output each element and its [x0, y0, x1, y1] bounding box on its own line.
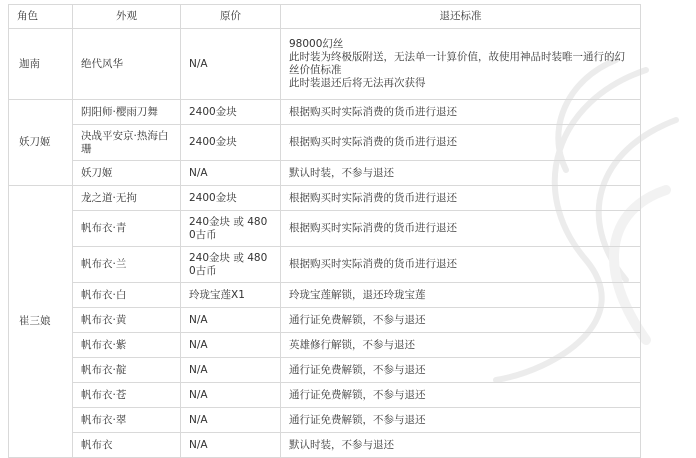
refund-cell: 默认时装，不参与退还 — [281, 161, 641, 186]
price-cell: 2400金块 — [181, 186, 281, 211]
table-row — [9, 333, 641, 358]
skin-cell: 帆布衣·翠 — [73, 408, 181, 433]
table-row — [9, 383, 641, 408]
skin-cell: 帆布衣·青 — [73, 211, 181, 247]
price-cell: N/A — [181, 408, 281, 433]
refund-cell: 根据购买时实际消费的货币进行退还 — [281, 211, 641, 247]
table-row — [9, 433, 641, 458]
skin-cell: 帆布衣·白 — [73, 283, 181, 308]
refund-cell: 通行证免费解锁，不参与退还 — [281, 308, 641, 333]
refund-cell: 根据购买时实际消费的货币进行退还 — [281, 100, 641, 125]
refund-cell: 根据购买时实际消费的货币进行退还 — [281, 125, 641, 161]
skin-cell: 阴阳师·樱雨刀舞 — [73, 100, 181, 125]
skin-cell: 帆布衣·紫 — [73, 333, 181, 358]
header-role: 角色 — [9, 5, 73, 29]
skin-cell: 龙之道·无拘 — [73, 186, 181, 211]
price-cell: N/A — [181, 308, 281, 333]
price-cell: N/A — [181, 358, 281, 383]
refund-cell: 英雄修行解锁，不参与退还 — [281, 333, 641, 358]
refund-cell: 通行证免费解锁，不参与退还 — [281, 383, 641, 408]
table-row — [9, 283, 641, 308]
refund-cell: 根据购买时实际消费的货币进行退还 — [281, 247, 641, 283]
table-row — [9, 308, 641, 333]
header-skin: 外观 — [73, 5, 181, 29]
header-refund: 退还标准 — [281, 5, 641, 29]
table-row — [9, 100, 641, 125]
refund-cell: 根据购买时实际消费的货币进行退还 — [281, 186, 641, 211]
skin-cell: 帆布衣·靛 — [73, 358, 181, 383]
role-cell: 妖刀姬 — [9, 100, 73, 186]
refund-table — [8, 4, 641, 458]
header-price: 原价 — [181, 5, 281, 29]
role-cell: 迦南 — [9, 29, 73, 100]
refund-cell: 玲珑宝莲解锁，退还玲珑宝莲 — [281, 283, 641, 308]
refund-cell: 默认时装，不参与退还 — [281, 433, 641, 458]
refund-cell — [281, 29, 641, 100]
refund-line: 98000幻丝 — [289, 38, 344, 50]
price-cell: N/A — [181, 383, 281, 408]
role-cell: 崔三娘 — [9, 186, 73, 458]
price-cell: N/A — [181, 29, 281, 100]
price-cell: 2400金块 — [181, 100, 281, 125]
refund-line: 此时装为终极版附送，无法单一计算价值，故使用神品时装唯一通行的幻丝价值标准 — [289, 51, 625, 76]
skin-cell: 妖刀姬 — [73, 161, 181, 186]
table-row — [9, 125, 641, 161]
refund-cell: 通行证免费解锁，不参与退还 — [281, 408, 641, 433]
skin-cell: 帆布衣 — [73, 433, 181, 458]
price-cell: N/A — [181, 433, 281, 458]
table-row — [9, 247, 641, 283]
refund-cell: 通行证免费解锁，不参与退还 — [281, 358, 641, 383]
table-row — [9, 408, 641, 433]
table-row — [9, 161, 641, 186]
price-cell: N/A — [181, 333, 281, 358]
skin-cell: 帆布衣·黄 — [73, 308, 181, 333]
price-cell: 240金块 或 4800古币 — [181, 211, 281, 247]
price-cell: 2400金块 — [181, 125, 281, 161]
skin-cell: 绝代风华 — [73, 29, 181, 100]
price-cell: N/A — [181, 161, 281, 186]
table-row — [9, 29, 641, 100]
skin-cell: 帆布衣·兰 — [73, 247, 181, 283]
table-header-row — [9, 5, 641, 29]
table-row — [9, 358, 641, 383]
skin-cell: 决战平安京·热海白珊 — [73, 125, 181, 161]
table-row — [9, 211, 641, 247]
table-row — [9, 186, 641, 211]
price-cell: 240金块 或 4800古币 — [181, 247, 281, 283]
skin-cell: 帆布衣·苍 — [73, 383, 181, 408]
price-cell: 玲珑宝莲X1 — [181, 283, 281, 308]
refund-line: 此时装退还后将无法再次获得 — [289, 77, 426, 89]
